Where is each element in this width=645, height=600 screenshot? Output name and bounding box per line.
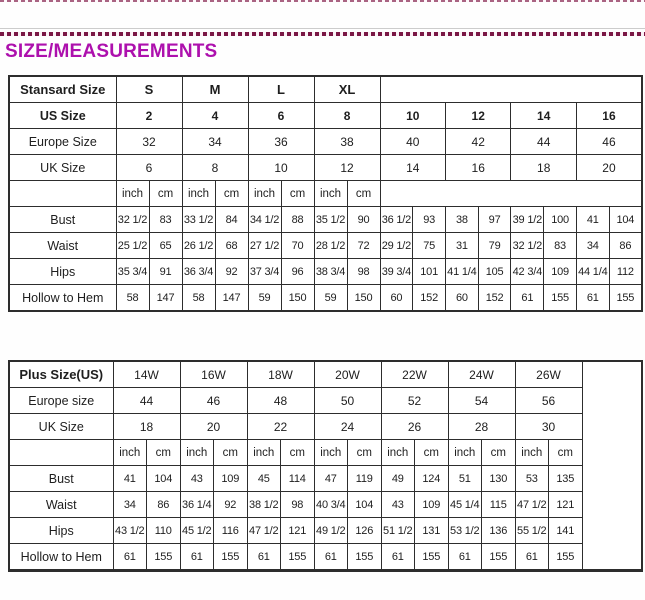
unit-cell: cm bbox=[348, 440, 382, 466]
unit-cell: inch bbox=[180, 440, 214, 466]
size-group-header: M bbox=[182, 76, 248, 103]
measurement-cell: 41 1/4 bbox=[446, 259, 479, 285]
unit-cell: inch bbox=[314, 440, 348, 466]
table-row bbox=[9, 544, 642, 571]
size-value-cell: 16 bbox=[576, 103, 642, 129]
measurement-cell: 155 bbox=[147, 544, 181, 571]
measurement-cell: 110 bbox=[147, 518, 181, 544]
measurement-cell: 84 bbox=[215, 207, 248, 233]
unit-cell: inch bbox=[314, 181, 347, 207]
measurement-cell: 115 bbox=[482, 492, 516, 518]
measurement-cell: 147 bbox=[149, 285, 182, 312]
size-value-cell: 26 bbox=[381, 414, 448, 440]
magenta-dashed-divider bbox=[0, 32, 645, 36]
unit-cell: inch bbox=[448, 440, 482, 466]
measurement-cell: 75 bbox=[413, 233, 446, 259]
measurement-cell: 92 bbox=[215, 259, 248, 285]
measurement-cell: 43 bbox=[180, 466, 214, 492]
size-value-cell: 32 bbox=[116, 129, 182, 155]
measurement-cell: 39 3/4 bbox=[380, 259, 413, 285]
row-label: Bust bbox=[9, 466, 113, 492]
measurement-cell: 29 1/2 bbox=[380, 233, 413, 259]
row-label: Europe size bbox=[9, 388, 113, 414]
unit-row bbox=[9, 181, 642, 207]
measurement-cell: 109 bbox=[544, 259, 577, 285]
measurement-cell: 61 bbox=[314, 544, 348, 571]
measurement-cell: 152 bbox=[478, 285, 511, 312]
table-row bbox=[9, 259, 642, 285]
measurement-cell: 100 bbox=[544, 207, 577, 233]
measurement-cell: 61 bbox=[448, 544, 482, 571]
size-group-header: 24W bbox=[448, 361, 515, 388]
measurement-cell: 38 1/2 bbox=[247, 492, 281, 518]
measurement-cell: 116 bbox=[214, 518, 248, 544]
size-group-header: 18W bbox=[247, 361, 314, 388]
size-value-cell: 44 bbox=[511, 129, 576, 155]
measurement-cell: 61 bbox=[576, 285, 609, 312]
size-value-cell: 20 bbox=[576, 155, 642, 181]
unit-cell: inch bbox=[248, 181, 281, 207]
measurement-cell: 150 bbox=[281, 285, 314, 312]
measurement-cell: 79 bbox=[478, 233, 511, 259]
size-group-header: 26W bbox=[515, 361, 582, 388]
measurement-cell: 155 bbox=[281, 544, 315, 571]
table-row bbox=[9, 285, 642, 312]
row-label: Waist bbox=[9, 492, 113, 518]
measurement-cell: 36 3/4 bbox=[182, 259, 215, 285]
measurement-cell: 83 bbox=[149, 207, 182, 233]
size-value-cell: 40 bbox=[380, 129, 445, 155]
measurement-cell: 88 bbox=[281, 207, 314, 233]
measurement-cell: 51 1/2 bbox=[381, 518, 415, 544]
table-header-row bbox=[9, 76, 642, 103]
measurement-cell: 119 bbox=[348, 466, 382, 492]
measurement-cell: 83 bbox=[544, 233, 577, 259]
unit-cell: cm bbox=[415, 440, 449, 466]
unit-cell: cm bbox=[214, 440, 248, 466]
size-value-cell: 50 bbox=[314, 388, 381, 414]
row-label bbox=[9, 440, 113, 466]
measurement-cell: 34 bbox=[576, 233, 609, 259]
size-group-header: 14W bbox=[113, 361, 180, 388]
size-value-cell: 2 bbox=[116, 103, 182, 129]
row-label bbox=[9, 181, 116, 207]
row-label: UK Size bbox=[9, 414, 113, 440]
unit-cell: cm bbox=[147, 440, 181, 466]
size-value-cell: 12 bbox=[314, 155, 380, 181]
size-value-cell: 6 bbox=[248, 103, 314, 129]
unit-cell: cm bbox=[347, 181, 380, 207]
measurement-cell: 86 bbox=[147, 492, 181, 518]
measurement-cell: 155 bbox=[549, 544, 583, 571]
measurement-cell: 91 bbox=[149, 259, 182, 285]
size-value-cell: 14 bbox=[380, 155, 445, 181]
measurement-cell: 32 1/2 bbox=[511, 233, 544, 259]
measurement-cell: 61 bbox=[511, 285, 544, 312]
corner-label: Stansard Size bbox=[9, 76, 116, 103]
size-value-cell: 8 bbox=[182, 155, 248, 181]
measurement-cell: 121 bbox=[549, 492, 583, 518]
measurement-cell: 59 bbox=[248, 285, 281, 312]
measurement-cell: 32 1/2 bbox=[116, 207, 149, 233]
size-value-cell: 18 bbox=[511, 155, 576, 181]
measurement-cell: 44 1/4 bbox=[576, 259, 609, 285]
measurement-cell: 49 bbox=[381, 466, 415, 492]
measurement-cell: 58 bbox=[182, 285, 215, 312]
row-label: Europe Size bbox=[9, 129, 116, 155]
table-row bbox=[9, 492, 642, 518]
measurement-cell: 68 bbox=[215, 233, 248, 259]
measurement-cell: 104 bbox=[609, 207, 642, 233]
size-group-header: 20W bbox=[314, 361, 381, 388]
measurement-cell: 47 bbox=[314, 466, 348, 492]
measurement-cell: 130 bbox=[482, 466, 516, 492]
measurement-cell: 61 bbox=[381, 544, 415, 571]
size-value-cell: 44 bbox=[113, 388, 180, 414]
measurement-cell: 101 bbox=[413, 259, 446, 285]
row-label: Bust bbox=[9, 207, 116, 233]
measurement-cell: 104 bbox=[348, 492, 382, 518]
measurement-cell: 45 bbox=[247, 466, 281, 492]
unit-cell: cm bbox=[482, 440, 516, 466]
measurement-cell: 155 bbox=[544, 285, 577, 312]
measurement-cell: 114 bbox=[281, 466, 315, 492]
measurement-cell: 35 3/4 bbox=[116, 259, 149, 285]
table-header-row bbox=[9, 361, 642, 388]
measurement-cell: 70 bbox=[281, 233, 314, 259]
measurement-cell: 90 bbox=[347, 207, 380, 233]
size-value-cell: 54 bbox=[448, 388, 515, 414]
measurement-cell: 40 3/4 bbox=[314, 492, 348, 518]
row-label: UK Size bbox=[9, 155, 116, 181]
measurement-cell: 155 bbox=[609, 285, 642, 312]
measurement-cell: 43 1/2 bbox=[113, 518, 147, 544]
unit-cell: cm bbox=[549, 440, 583, 466]
table-row bbox=[9, 518, 642, 544]
table-row bbox=[9, 129, 642, 155]
measurement-cell: 136 bbox=[482, 518, 516, 544]
measurement-cell: 38 bbox=[446, 207, 479, 233]
measurement-cell: 152 bbox=[413, 285, 446, 312]
measurement-cell: 61 bbox=[180, 544, 214, 571]
unit-cell: inch bbox=[247, 440, 281, 466]
size-value-cell: 10 bbox=[248, 155, 314, 181]
measurement-cell: 34 bbox=[113, 492, 147, 518]
table-row bbox=[9, 103, 642, 129]
standard-size-table bbox=[8, 75, 643, 312]
size-value-cell: 46 bbox=[576, 129, 642, 155]
measurement-cell: 34 1/2 bbox=[248, 207, 281, 233]
thin-divider-line bbox=[0, 28, 645, 29]
measurement-cell: 86 bbox=[609, 233, 642, 259]
size-group-header: 16W bbox=[180, 361, 247, 388]
size-value-cell: 4 bbox=[182, 103, 248, 129]
table-row bbox=[9, 233, 642, 259]
measurement-cell: 124 bbox=[415, 466, 449, 492]
measurement-cell: 155 bbox=[415, 544, 449, 571]
measurement-cell: 60 bbox=[380, 285, 413, 312]
measurement-cell: 141 bbox=[549, 518, 583, 544]
size-group-header: S bbox=[116, 76, 182, 103]
measurement-cell: 38 3/4 bbox=[314, 259, 347, 285]
measurement-cell: 39 1/2 bbox=[511, 207, 544, 233]
table-row bbox=[9, 388, 642, 414]
measurement-cell: 65 bbox=[149, 233, 182, 259]
measurement-cell: 59 bbox=[314, 285, 347, 312]
table-row bbox=[9, 466, 642, 492]
measurement-cell: 61 bbox=[515, 544, 549, 571]
measurement-cell: 96 bbox=[281, 259, 314, 285]
size-value-cell: 20 bbox=[180, 414, 247, 440]
measurement-cell: 61 bbox=[113, 544, 147, 571]
measurement-cell: 135 bbox=[549, 466, 583, 492]
measurement-cell: 45 1/4 bbox=[448, 492, 482, 518]
unit-cell: cm bbox=[281, 181, 314, 207]
measurement-cell: 53 1/2 bbox=[448, 518, 482, 544]
size-group-header: 22W bbox=[381, 361, 448, 388]
measurement-cell: 97 bbox=[478, 207, 511, 233]
size-value-cell: 14 bbox=[511, 103, 576, 129]
empty-column bbox=[582, 361, 642, 571]
size-value-cell: 38 bbox=[314, 129, 380, 155]
size-value-cell: 8 bbox=[314, 103, 380, 129]
measurement-cell: 37 3/4 bbox=[248, 259, 281, 285]
table-row bbox=[9, 207, 642, 233]
measurement-cell: 49 1/2 bbox=[314, 518, 348, 544]
table-row bbox=[9, 155, 642, 181]
row-label: Waist bbox=[9, 233, 116, 259]
size-value-cell: 34 bbox=[182, 129, 248, 155]
size-value-cell: 12 bbox=[446, 103, 511, 129]
measurement-cell: 47 1/2 bbox=[515, 492, 549, 518]
size-value-cell: 52 bbox=[381, 388, 448, 414]
size-value-cell: 6 bbox=[116, 155, 182, 181]
measurement-cell: 51 bbox=[448, 466, 482, 492]
measurement-cell: 53 bbox=[515, 466, 549, 492]
measurement-cell: 104 bbox=[147, 466, 181, 492]
size-value-cell: 28 bbox=[448, 414, 515, 440]
measurement-cell: 55 1/2 bbox=[515, 518, 549, 544]
unit-cell: inch bbox=[116, 181, 149, 207]
measurement-cell: 45 1/2 bbox=[180, 518, 214, 544]
measurement-cell: 109 bbox=[214, 466, 248, 492]
measurement-cell: 27 1/2 bbox=[248, 233, 281, 259]
corner-label: Plus Size(US) bbox=[9, 361, 113, 388]
measurement-cell: 155 bbox=[348, 544, 382, 571]
measurement-cell: 150 bbox=[347, 285, 380, 312]
measurement-cell: 33 1/2 bbox=[182, 207, 215, 233]
size-value-cell: 36 bbox=[248, 129, 314, 155]
top-partial-dashed-line bbox=[0, 0, 645, 2]
row-label: Hips bbox=[9, 259, 116, 285]
measurement-cell: 25 1/2 bbox=[116, 233, 149, 259]
measurement-cell: 72 bbox=[347, 233, 380, 259]
page-title: SIZE/MEASUREMENTS bbox=[5, 41, 218, 62]
size-value-cell: 30 bbox=[515, 414, 582, 440]
size-group-header: L bbox=[248, 76, 314, 103]
measurement-cell: 42 3/4 bbox=[511, 259, 544, 285]
measurement-cell: 109 bbox=[415, 492, 449, 518]
measurement-cell: 92 bbox=[214, 492, 248, 518]
measurement-cell: 112 bbox=[609, 259, 642, 285]
unit-cell: cm bbox=[149, 181, 182, 207]
measurement-cell: 47 1/2 bbox=[247, 518, 281, 544]
size-value-cell: 46 bbox=[180, 388, 247, 414]
measurement-cell: 121 bbox=[281, 518, 315, 544]
size-value-cell: 24 bbox=[314, 414, 381, 440]
measurement-cell: 98 bbox=[281, 492, 315, 518]
measurement-cell: 28 1/2 bbox=[314, 233, 347, 259]
measurement-cell: 60 bbox=[446, 285, 479, 312]
size-value-cell: 18 bbox=[113, 414, 180, 440]
unit-row bbox=[9, 440, 642, 466]
measurement-cell: 26 1/2 bbox=[182, 233, 215, 259]
measurement-cell: 155 bbox=[214, 544, 248, 571]
measurement-cell: 36 1/2 bbox=[380, 207, 413, 233]
row-label: Hollow to Hem bbox=[9, 544, 113, 571]
size-value-cell: 42 bbox=[446, 129, 511, 155]
row-label: US Size bbox=[9, 103, 116, 129]
measurement-cell: 155 bbox=[482, 544, 516, 571]
size-value-cell: 48 bbox=[247, 388, 314, 414]
size-value-cell: 16 bbox=[446, 155, 511, 181]
measurement-cell: 131 bbox=[415, 518, 449, 544]
row-label: Hips bbox=[9, 518, 113, 544]
measurement-cell: 36 1/4 bbox=[180, 492, 214, 518]
unit-cell: cm bbox=[281, 440, 315, 466]
measurement-cell: 43 bbox=[381, 492, 415, 518]
unit-cell: inch bbox=[515, 440, 549, 466]
measurement-cell: 61 bbox=[247, 544, 281, 571]
measurement-cell: 35 1/2 bbox=[314, 207, 347, 233]
table-row bbox=[9, 414, 642, 440]
measurement-cell: 31 bbox=[446, 233, 479, 259]
unit-cell: inch bbox=[182, 181, 215, 207]
measurement-cell: 93 bbox=[413, 207, 446, 233]
unit-cell: inch bbox=[381, 440, 415, 466]
size-value-cell: 10 bbox=[380, 103, 445, 129]
measurement-cell: 41 bbox=[576, 207, 609, 233]
measurement-cell: 58 bbox=[116, 285, 149, 312]
size-value-cell: 22 bbox=[247, 414, 314, 440]
unit-cell: inch bbox=[113, 440, 147, 466]
measurement-cell: 41 bbox=[113, 466, 147, 492]
unit-cell: cm bbox=[215, 181, 248, 207]
row-label: Hollow to Hem bbox=[9, 285, 116, 312]
measurement-cell: 105 bbox=[478, 259, 511, 285]
size-value-cell: 56 bbox=[515, 388, 582, 414]
size-group-header: XL bbox=[314, 76, 380, 103]
measurement-cell: 147 bbox=[215, 285, 248, 312]
measurement-cell: 126 bbox=[348, 518, 382, 544]
plus-size-table bbox=[8, 360, 643, 572]
measurement-cell: 98 bbox=[347, 259, 380, 285]
